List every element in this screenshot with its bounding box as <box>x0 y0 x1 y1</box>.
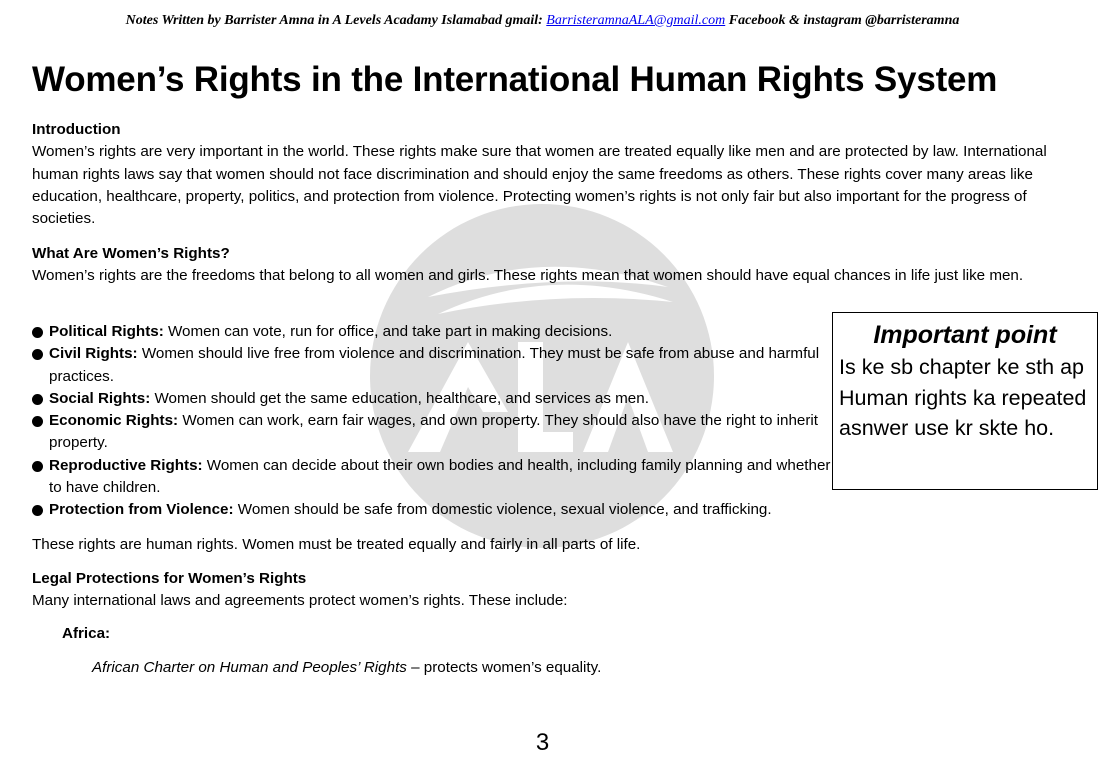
page-title: Women’s Rights in the International Human Rights System <box>32 60 998 99</box>
important-point-box <box>832 312 1098 490</box>
list-item <box>32 388 837 410</box>
what-are-rights-section <box>32 243 1062 288</box>
right-text: Women can decide about their own bodies and health, including family planning and whether to have children. <box>49 456 831 497</box>
bullet-icon <box>32 349 43 360</box>
right-text: Women should get the same education, healthcare, and services as men. <box>150 389 649 407</box>
legal-protections-section <box>32 568 1062 613</box>
introduction-heading: Introduction <box>32 121 121 138</box>
what-are-rights-text: Women’s rights are the freedoms that belong to all women and girls. These rights mean that women should have equal chances in life just like men. <box>32 267 1024 285</box>
list-item <box>32 410 837 455</box>
list-item <box>32 455 837 500</box>
right-label: Civil Rights: <box>49 345 138 363</box>
conclusion-text: These rights are human rights. Women must be treated equally and fairly in all parts of life. <box>32 536 641 553</box>
bullet-icon <box>32 416 43 427</box>
important-point-title: Important point <box>873 321 1057 349</box>
rights-list <box>32 321 837 522</box>
important-point-text: Is ke sb chapter ke sth ap Human rights ka repeated asnwer use kr skte ho. <box>839 355 1087 440</box>
right-label: Social Rights: <box>49 389 151 407</box>
bullet-icon <box>32 394 43 405</box>
right-text: Women can vote, run for office, and take part in making decisions. <box>163 323 613 340</box>
bullet-icon <box>32 461 43 472</box>
page-number: 3 <box>535 729 550 756</box>
right-label: Protection from Violence: <box>49 501 234 519</box>
bullet-icon <box>32 505 43 516</box>
what-are-rights-heading: What Are Women’s Rights? <box>32 245 230 262</box>
right-text: Women can work, earn fair wages, and own property. They should also have the right to inherit property. <box>49 412 819 452</box>
bullet-icon <box>32 327 43 338</box>
list-item <box>32 343 837 388</box>
introduction-section <box>32 119 1062 230</box>
introduction-text: Women’s rights are very important in the world. These rights make sure that women are treated equally like men and are protected by law. International human rights laws say that women should not face discrimination and should enjoy the same freedoms as others. These rights cover many areas like education, healthcare, property, politics, and protection from violence. Protecting women’s rights is not only fair but also important for the progress of societies. <box>32 143 1047 228</box>
african-charter-item <box>92 659 601 676</box>
list-item <box>32 499 837 521</box>
right-label: Reproductive Rights: <box>49 456 203 474</box>
right-text: Women should live free from violence and discrimination. They must be safe from abuse and harmful practices. <box>49 345 820 385</box>
charter-description: – protects women’s equality. <box>406 659 602 676</box>
legal-protections-heading: Legal Protections for Women’s Rights <box>32 570 307 587</box>
right-label: Economic Rights: <box>49 412 179 430</box>
right-text: Women should be safe from domestic violence, sexual violence, and trafficking. <box>233 501 772 519</box>
page-header <box>0 13 1085 29</box>
africa-heading: Africa: <box>62 625 111 642</box>
email-link[interactable]: BarristeramnaALA@gmail.com <box>546 13 726 28</box>
header-text: Notes Written by Barrister Amna in A Levels Acadamy Islamabad gmail: <box>125 13 547 28</box>
legal-protections-text: Many international laws and agreements protect women’s rights. These include: <box>32 592 568 610</box>
charter-name: African Charter on Human and Peoples’ Rights <box>92 659 407 676</box>
header-social-text: Facebook & instagram @barristeramna <box>725 13 960 28</box>
list-item <box>32 321 837 343</box>
right-label: Political Rights: <box>49 323 164 340</box>
